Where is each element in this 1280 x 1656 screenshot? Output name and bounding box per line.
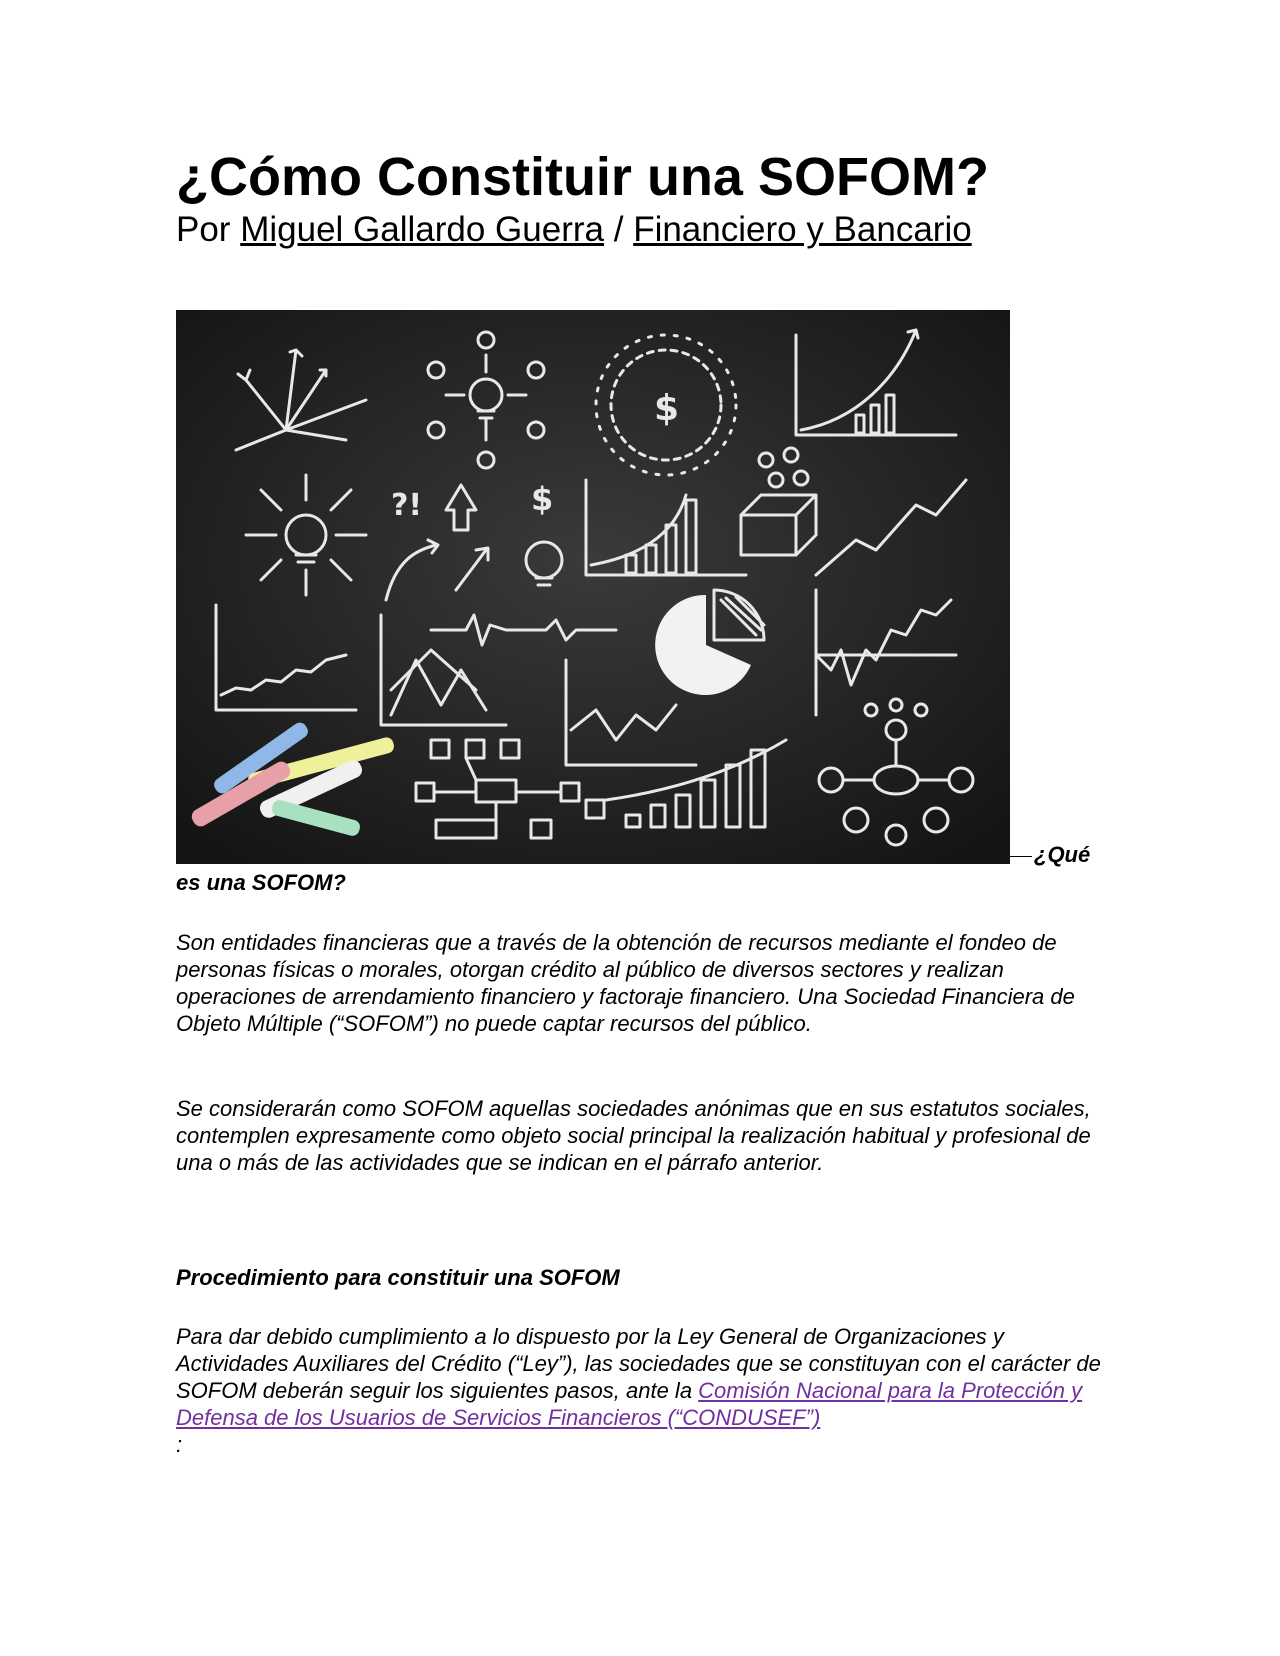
paragraph-procedure: Para dar debido cumplimiento a lo dispuesto por la Ley General de Organizaciones y Actividades Auxiliares del Crédito (“Ley”), las sociedades que se constituyan con el carácter de SOFOM deberán seguir los siguientes pasos, ante la Comisión Nacional para la Protección y Defensa de los Usuarios de Servicios Financieros (“CONDUSEF”) : xyxy=(176,1324,1101,1457)
section-heading: es una SOFOM? xyxy=(176,870,346,895)
author-link[interactable]: Miguel Gallardo Guerra xyxy=(240,210,604,249)
byline-separator: / xyxy=(613,210,624,249)
dollar-sign: $ xyxy=(654,388,680,429)
category-link[interactable]: Financiero y Bancario xyxy=(633,210,972,249)
condusef-link[interactable]: Comisión Nacional para la Protección y Defensa de los Usuarios de Servicios Financieros (“CONDUSEF”) xyxy=(176,1378,1083,1430)
procedure-heading: Procedimiento para constituir una SOFOM xyxy=(176,1265,620,1290)
byline-prefix: Por xyxy=(176,210,231,249)
byline xyxy=(176,208,972,252)
hero-image xyxy=(176,310,1010,864)
paragraph-criteria: Se considerarán como SOFOM aquellas sociedades anónimas que en sus estatutos sociales, contemplen expresamente como objeto social principal la realización habitual y profesional de una o más de las actividades que se indican en el párrafo anterior. xyxy=(176,1096,1091,1175)
paragraph-definition: Son entidades financieras que a través de la obtención de recursos mediante el fondeo de personas físicas o morales, otorgan crédito al público de diversos sectores y realizan operaciones de arrendamiento financiero y factoraje financiero. Una Sociedad Financiera de Objeto Múltiple (“SOFOM”) no puede captar recursos del público. xyxy=(176,930,1075,1036)
page-title: ¿Cómo Constituir una SOFOM? xyxy=(176,147,989,207)
question-exclamation: ?! xyxy=(391,488,423,523)
section-heading-start: ¿Qué xyxy=(1010,842,1090,868)
dollar-sign-2: $ xyxy=(531,480,554,518)
chalkboard-illustration xyxy=(176,310,1010,864)
